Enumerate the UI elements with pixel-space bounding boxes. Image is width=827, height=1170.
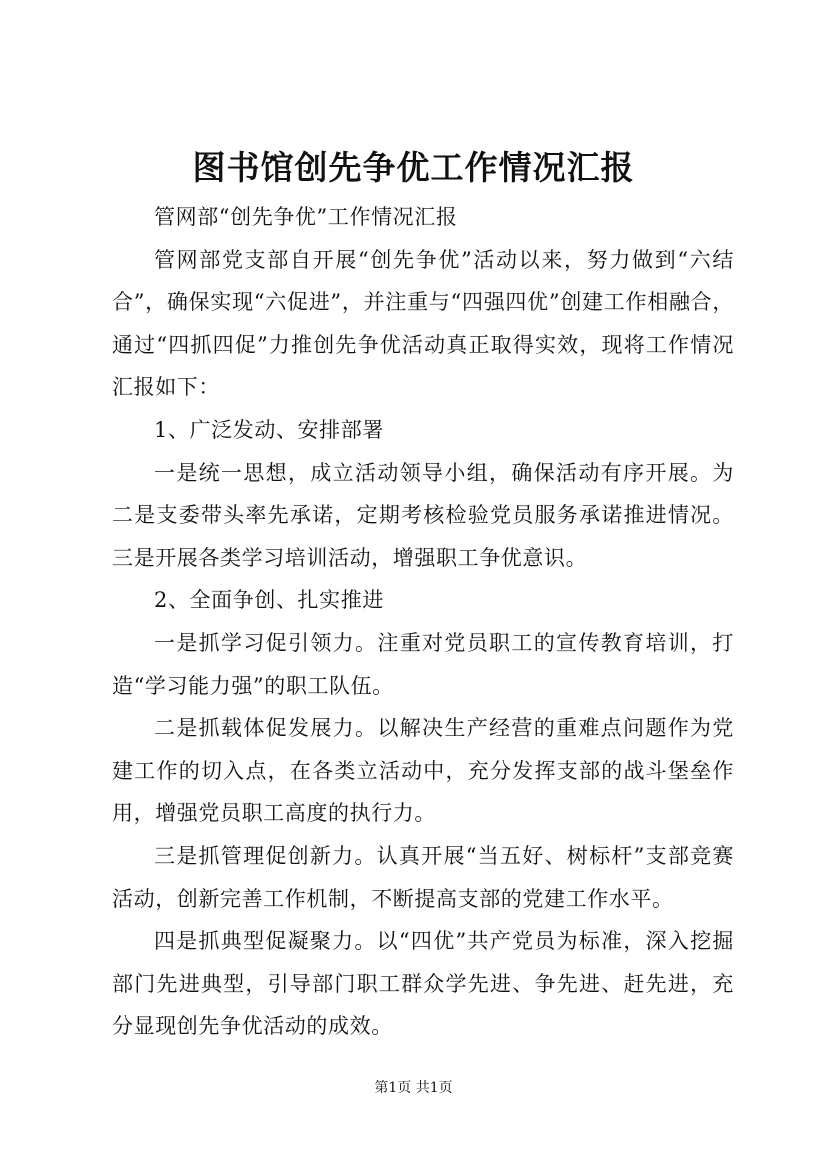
- paragraph-item-2: 二是抓载体促发展力。以解决生产经营的重难点问题作为党建工作的切入点，在各类立活动中，充分发挥支部的战斗堡垒作用，增强党员职工高度的执行力。: [112, 716, 734, 826]
- paragraph-section-1-body: 一是统一思想，成立活动领导小组，确保活动有序开展。为二是支委带头率先承诺，定期考核检验党员服务承诺推进情况。三是开展各类学习培训活动，增强职工争优意识。: [112, 460, 734, 570]
- page-footer: 第1页 共1页: [374, 1080, 453, 1096]
- paragraph-section-2-heading: 2、全面争创、扎实推进: [154, 588, 384, 613]
- paragraph-item-4: 四是抓典型促凝聚力。以“四优”共产党员为标准，深入挖掘部门先进典型，引导部门职工群众学先进、争先进、赶先进，充分显现创先争优活动的成效。: [112, 929, 734, 1039]
- paragraph-item-1: 一是抓学习促引领力。注重对党员职工的宣传教育培训，打造“学习能力强”的职工队伍。: [112, 630, 734, 698]
- paragraph-section-1-heading: 1、广泛发动、安排部署: [154, 417, 384, 442]
- document-title: 图书馆创先争优工作情况汇报: [192, 148, 635, 187]
- document-body: [112, 196, 734, 1048]
- paragraph-subtitle: 管网部“创先争优”工作情况汇报: [154, 205, 458, 229]
- paragraph-item-3: 三是抓管理促创新力。认真开展“当五好、树标杆”支部竞赛活动，创新完善工作机制，不断提高支部的党建工作水平。: [112, 843, 734, 911]
- paragraph-intro: 管网部党支部自开展“创先争优”活动以来，努力做到“六结合”，确保实现“六促进”，并注重与“四强四优”创建工作相融合，通过“四抓四促”力推创先争优活动真正取得实效，现将工作情况汇报如下：: [112, 247, 734, 400]
